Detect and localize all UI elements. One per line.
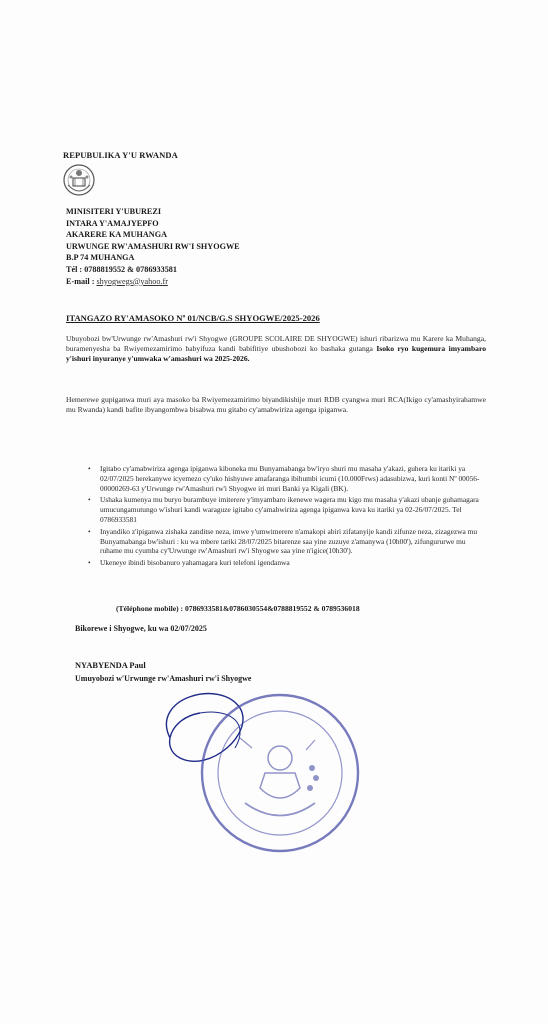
phone-line: Tél : 0788819552 & 0786933581: [66, 264, 177, 274]
district-line: AKARERE KA MUHANGA: [66, 230, 167, 240]
stamp-emblem: [240, 738, 319, 816]
official-stamp-and-signature: [140, 678, 400, 858]
signer-name: NYABYENDA Paul: [75, 661, 146, 670]
intro-paragraph: [66, 334, 486, 365]
bullet-icon: •: [88, 495, 91, 505]
ministry-address-block: [66, 206, 240, 287]
list-item: [88, 495, 480, 524]
contact-phones: (Téléphone mobile) : 0786933581&0786030554&0788819552 & 0789536018: [116, 604, 360, 613]
bullet-icon: •: [88, 464, 91, 473]
list-item: [88, 464, 480, 493]
ministry-line: MINISITERI Y'UBUREZI: [66, 207, 162, 216]
notice-title: ITANGAZO RY'AMASOKO Nº 01/NCB/G.S SHYOGWE/2025-2026: [66, 313, 320, 323]
signer-title: Umuyobozi w'Urwunge rw'Amashuri rw'i Shyogwe: [75, 674, 252, 683]
school-line: URWUNGE RW'AMASHURI RW'I SHYOGWE: [66, 241, 240, 251]
email-link[interactable]: shyogwegs@yahoo.fr: [96, 276, 168, 286]
conditions-list: [88, 464, 480, 570]
list-item-text: Ushaka kumenya mu buryo burambuye imiterere y'imyambaro ikenewe wagera mu kigo mu masaha y'akazi ubanje guhamagara umucungamutungo w'ishuri kandi waraguze igitabo cy'amabwiriza agenga ipiganwa kuva ku itariki ya 02-26/07/2025. Tel 0786933581: [100, 495, 479, 524]
intro-bold-text: Isoko ryo kugemura imyambaro y'ishuri inyuranye y'umwaka w'amashuri wa 2025-2026.: [66, 344, 486, 364]
list-item: [88, 558, 480, 568]
email-label: E-mail :: [66, 276, 95, 286]
issue-date: Bikorewe i Shyogwe, ku wa 02/07/2025: [75, 624, 207, 633]
list-item: [88, 527, 480, 556]
list-item-text: Ukeneye ibindi bisobanuro yahamagara kuri telefoni igendanwa: [100, 558, 290, 568]
country-header: REPUBULIKA Y'U RWANDA: [63, 150, 178, 160]
email-line: [66, 276, 240, 288]
po-box-line: B.P 74 MUHANGA: [66, 253, 135, 263]
bullet-icon: •: [88, 526, 91, 536]
list-item-text: Igitabo cy'amabwiriza agenga ipiganwa kiboneka mu Bunyamabanga bw'iryo shuri mu masaha y'akazi, guhera ku itariki ya 02/07/2025 herekanywe icyemezo cy'uko hishyuwe amafaranga ibihumbi icumi (10.000Frws) adasubizwa, kuri konti Nº 00056-00000269-63 y'Urwunge rw'Amashuri rw'i Shyogwe iri muri Banki ya Kigali (BK).: [100, 464, 480, 493]
intro-text: Ubuyobozi bw'Urwunge rw'Amashuri rw'i Shyogwe (GROUPE SCOLAIRE DE SHYOGWE) ishuri ribarizwa mu Karere ka Muhanga, buramenyesha ba Rwiyemezamirimo babyifuza kandi babifitiye ubushobozi ko bashaka gutanga: [66, 334, 486, 354]
eligibility-paragraph: Hemerewe gupiganwa muri aya masoko ba Rwiyemezamirimo biyandikishije muri RDB cyangwa muri RCA(Ikigo cy'amashyirahamwe mu Rwanda) kandi bafite ibyangombwa bisabwa mu gitabo cy'amabwiriza agenga ipiganwa.: [66, 395, 486, 415]
province-line: INTARA Y'AMAJYEPFO: [66, 218, 159, 228]
rwanda-coat-of-arms-icon: [62, 163, 96, 199]
list-item-text: Inyandiko z'ipiganwa zishaka zanditse neza, imwe y'umwimerere n'amakopi abiri zifatanyije kandi zifunze neza, zizagezwa mu Bunyamabanga bw'ishuri : ku wa mbere tariki 28/07/2025 bitarenze saa yine zuzuye z'amanywa (10h00'), zifungururwe mu ruhame mu cyumba cy'Urwunge rw'Amashuri rw'i Shyogwe saa yine n'igice(10h30').: [100, 526, 478, 556]
bullet-icon: •: [88, 558, 91, 568]
